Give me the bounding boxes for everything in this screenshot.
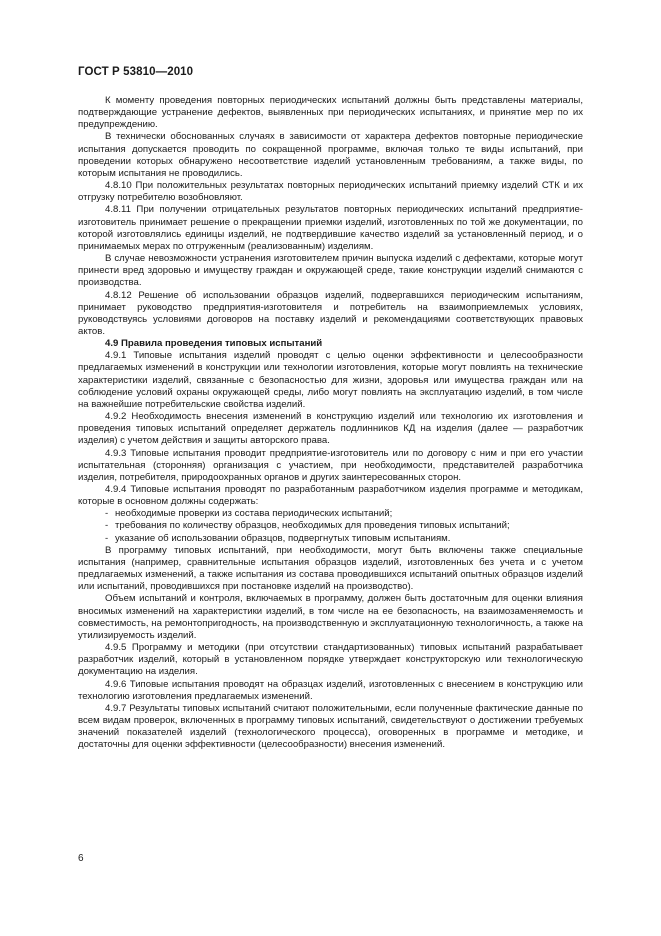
paragraph: 4.8.11 При получении отрицательных результатов повторных периодических испытаний предприятие-изготовитель принимает решение о прекращении приемки изделий, изготовленных по той же документации, по которой изготовлялись единицы изделий, не подтвердившие качество изделий за установленный период, и о принимаемых мерах по отгруженным (реализованным) изделиям. bbox=[78, 204, 583, 252]
paragraph: В случае невозможности устранения изготовителем причин выпуска изделий с дефектами, которые могут принести вред здоровью и имуществу граждан и окружающей среде, такие конструкции изделий снимаются с производства. bbox=[78, 253, 583, 289]
paragraph: 4.8.12 Решение об использовании образцов изделий, подвергавшихся периодическим испытаниям, принимает руководство предприятия-изготовителя и потребитель на взаимоприемлемых условиях, руководствуясь условиями договоров на поставку изделий и рекомендациями соответствующих правовых актов. bbox=[78, 289, 583, 337]
page-header: ГОСТ Р 53810—2010 bbox=[78, 66, 194, 78]
paragraph: 4.9.7 Результаты типовых испытаний считают положительными, если полученные фактические данные по всем видам проверок, включенных в программу типовых испытаний, свидетельствуют о достижении требуемых значений показателей изделий (технологического процесса), оговоренных в программе и методике, и достаточны для оценки эффективности (целесообразности) внесения изменений. bbox=[78, 702, 583, 751]
list-item-text: указание об использовании образцов, подвергнутых типовым испытаниям. bbox=[115, 532, 451, 544]
list-item bbox=[78, 520, 583, 532]
section-heading: 4.9 Правила проведения типовых испытаний bbox=[105, 338, 323, 350]
list-dash: - bbox=[105, 520, 109, 532]
list-item bbox=[78, 533, 583, 545]
page-number: 6 bbox=[78, 853, 84, 864]
paragraph: В программу типовых испытаний, при необходимости, могут быть включены также специальные испытания (например, сравнительные испытания образцов изделий, изготовленных без учета и с учетом предлагаемых изменений, а также испытания из состава проводившихся испытаний опытных образцов изделий или испытаний, проводившихся при постановке изделий на производство). bbox=[78, 544, 583, 593]
list-item bbox=[78, 508, 583, 520]
paragraph: К моменту проведения повторных периодических испытаний должны быть представлены материалы, подтверждающие устранение дефектов, выявленных при периодических испытаниях, и принятие мер по их предупреждению. bbox=[78, 95, 583, 131]
list-dash: - bbox=[105, 508, 109, 520]
paragraph: В технически обоснованных случаях в зависимости от характера дефектов повторные периодические испытания допускается проводить по сокращенной программе, включая только те виды испытаний, при проведении которых обнаружено несоответствие изделий установленным требованиям, а также виды, по которым испытания не проводились. bbox=[78, 131, 583, 179]
list-item-text: необходимые проверки из состава периодических испытаний; bbox=[115, 508, 393, 520]
paragraph: 4.9.3 Типовые испытания проводит предприятие-изготовитель или по договору с ним и при его участии испытательная (сторонняя) организация с участием, при необходимости, представителей разработчика изделия, потребителя, природоохранных органов и других заинтересованных сторон. bbox=[78, 447, 583, 483]
document-body bbox=[78, 95, 583, 751]
paragraph: Объем испытаний и контроля, включаемых в программу, должен быть достаточным для оценки влияния вносимых изменений на характеристики изделий, в том числе на ее безопасность, на взаимозаменяемость и совместимость, на ремонтопригодность, на производственную и эксплуатационную технологичность, а также на утилизируемость изделий. bbox=[78, 593, 583, 641]
paragraph: 4.9.6 Типовые испытания проводят на образцах изделий, изготовленных с внесением в конструкцию или технологию изготовления предлагаемых изменений. bbox=[78, 678, 583, 702]
paragraph: 4.9.5 Программу и методики (при отсутствии стандартизованных) типовых испытаний разрабатывает разработчик изделий, который в установленном порядке утверждает конструкторскую или технологическую документацию на изделия. bbox=[78, 642, 583, 678]
paragraph: 4.9.2 Необходимость внесения изменений в конструкцию изделий или технологию их изготовления и проведения типовых испытаний определяет держатель подлинников КД на изделия (далее — разработчик изделия) с учетом действия и защиты авторского права. bbox=[78, 411, 583, 447]
paragraph: 4.9.4 Типовые испытания проводят по разработанным разработчиком изделия программе и методикам, которые в основном должны содержать: bbox=[78, 484, 583, 508]
paragraph: 4.8.10 При положительных результатах повторных периодических испытаний приемку изделий СТК и их отгрузку потребителю возобновляют. bbox=[78, 180, 583, 204]
paragraph: 4.9.1 Типовые испытания изделий проводят с целью оценки эффективности и целесообразности предлагаемых изменений в конструкции или технологии изготовления, которые могут повлиять на технические характеристики изделий, связанные с безопасностью для жизни, здоровья или имущества граждан или на соблюдение условий охраны окружающей среды, либо могут повлиять на эксплуатацию изделий, в том числе на важнейшие потребительские свойства изделий. bbox=[78, 350, 583, 410]
list-item-text: требования по количеству образцов, необходимых для проведения типовых испытаний; bbox=[115, 520, 510, 532]
list-dash: - bbox=[105, 532, 109, 544]
